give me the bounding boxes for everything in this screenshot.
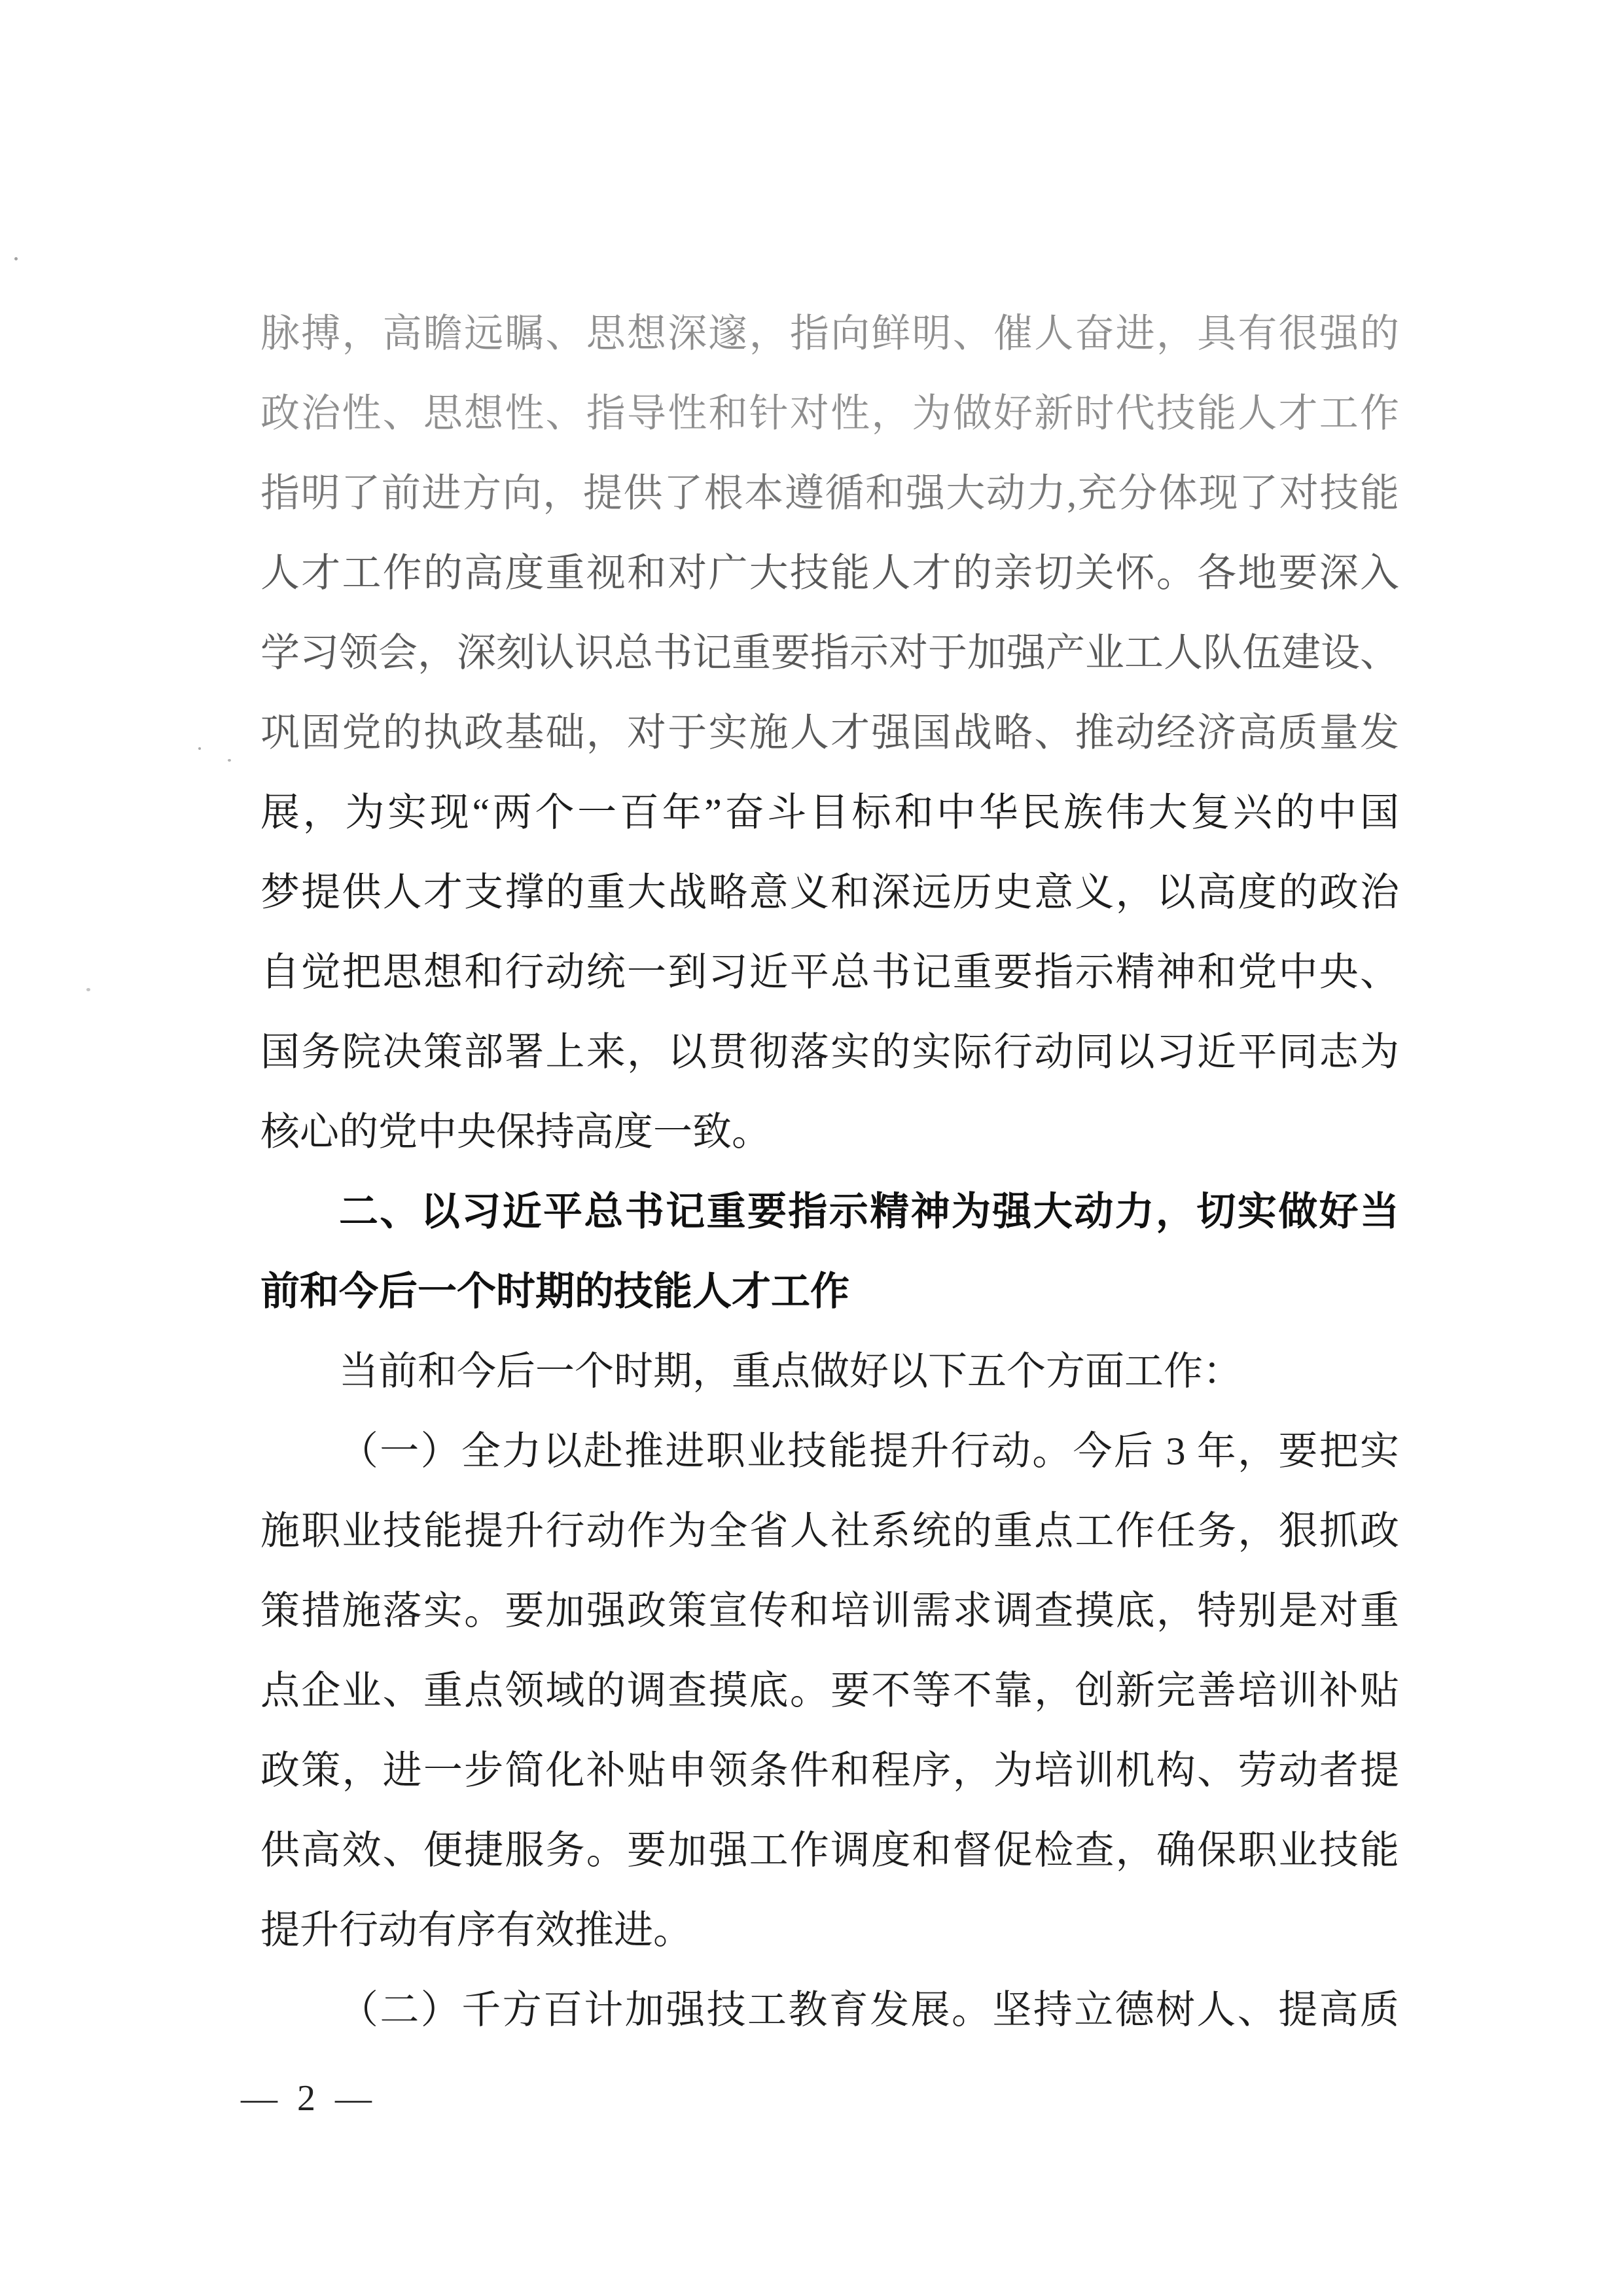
section-heading-line-1: 二、以习近平总书记重要指示精神为强大动力，切实做好当 (339, 1190, 1399, 1233)
text-line-11: 核心的党中央保持高度一致。 (260, 1110, 771, 1154)
text-line-15: （一）全力以赴推进职业技能提升行动。今后 3 年，要把实 (339, 1430, 1399, 1473)
text-line-10: 国务院决策部署上来，以贯彻落实的实际行动同以习近平同志为 (260, 1031, 1399, 1074)
text-line-7: 展，为实现“两个一百年”奋斗目标和中华民族伟大复兴的中国 (260, 791, 1399, 834)
text-line-18: 点企业、重点领域的调查摸底。要不等不靠，创新完善培训补贴 (260, 1669, 1399, 1712)
scan-speck (86, 988, 90, 991)
text-line-9: 自觉把思想和行动统一到习近平总书记重要指示精神和党中央、 (260, 951, 1399, 994)
text-line-20: 供高效、便捷服务。要加强工作调度和督促检查，确保职业技能 (260, 1829, 1399, 1872)
scan-speck (198, 747, 201, 750)
text-line-16: 施职业技能提升行动作为全省人社系统的重点工作任务，狠抓政 (260, 1510, 1399, 1553)
body-text-block (260, 294, 1399, 2050)
text-line-5: 学习领会，深刻认识总书记重要指示对于加强产业工人队伍建设、 (260, 631, 1399, 675)
text-line-8: 梦提供人才支撑的重大战略意义和深远历史意义，以高度的政治 (260, 871, 1399, 914)
section-heading-line-2: 前和今后一个时期的技能人才工作 (260, 1269, 849, 1313)
text-line-14: 当前和今后一个时期，重点做好以下五个方面工作： (339, 1350, 1242, 1393)
page-number: — 2 — (241, 2078, 377, 2119)
scan-speck (14, 257, 18, 260)
scan-speck (228, 759, 231, 762)
text-line-21: 提升行动有序有效推进。 (260, 1909, 692, 1952)
text-line-3: 指明了前进方向，提供了根本遵循和强大动力,充分体现了对技能 (260, 472, 1399, 515)
text-line-19: 政策，进一步简化补贴申领条件和程序，为培训机构、劳动者提 (260, 1749, 1399, 1792)
text-line-6: 巩固党的执政基础，对于实施人才强国战略、推动经济高质量发 (260, 711, 1399, 754)
text-line-1: 脉搏，高瞻远瞩、思想深邃，指向鲜明、催人奋进，具有很强的 (260, 312, 1399, 355)
text-line-17: 策措施落实。要加强政策宣传和培训需求调查摸底，特别是对重 (260, 1589, 1399, 1633)
text-line-22: （二）千方百计加强技工教育发展。坚持立德树人、提高质 (339, 1988, 1399, 2032)
text-line-4: 人才工作的高度重视和对广大技能人才的亲切关怀。各地要深入 (260, 552, 1399, 595)
text-line-2: 政治性、思想性、指导性和针对性，为做好新时代技能人才工作 (260, 392, 1399, 435)
